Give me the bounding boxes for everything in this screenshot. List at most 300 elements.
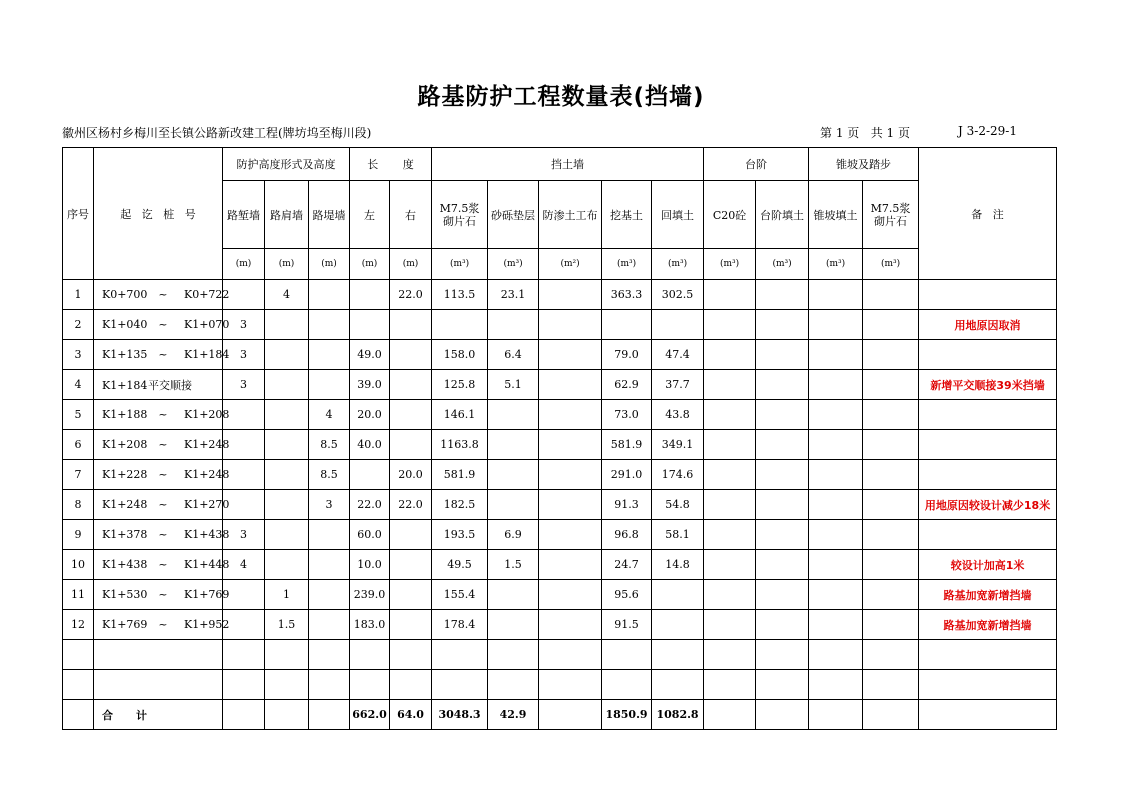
cell-geo <box>539 280 602 310</box>
station-range <box>94 280 230 310</box>
cell-c20 <box>704 520 756 550</box>
station-range <box>94 490 230 520</box>
station-from: K1+378 <box>102 528 148 541</box>
empty-cell <box>223 670 265 700</box>
cell-luti <box>309 370 350 400</box>
cell-cone <box>809 580 863 610</box>
empty-cell <box>704 640 756 670</box>
cell-m75b <box>863 460 919 490</box>
cell-m75: 178.4 <box>432 610 488 640</box>
empty-cell <box>863 640 919 670</box>
cell-m75: 125.8 <box>432 370 488 400</box>
header-seq: 序号 <box>63 148 94 280</box>
unit-cell: (m) <box>309 249 350 280</box>
header-excavation: 挖基土 <box>602 181 652 249</box>
cell-gravel <box>488 580 539 610</box>
station-sep: ~ <box>158 318 168 331</box>
cell-geo <box>539 430 602 460</box>
header-c20: C20砼 <box>704 181 756 249</box>
station-sep: ~ <box>158 468 168 481</box>
header-protection-group: 防护高度形式及高度 <box>223 148 350 181</box>
row-number: 7 <box>63 460 94 490</box>
remark-cell: 用地原因取消 <box>919 310 1057 340</box>
station-to: K1+438 <box>184 528 230 541</box>
cell-lujian_jian <box>265 340 309 370</box>
station-to: K1+184 <box>184 348 230 361</box>
empty-cell <box>350 670 390 700</box>
cell-c20 <box>704 310 756 340</box>
table-row <box>63 460 1057 490</box>
station-to: K1+248 <box>184 468 230 481</box>
header-m75-slope: M7.5浆砌片石 <box>863 181 919 249</box>
cell-c20 <box>704 460 756 490</box>
cell-left: 183.0 <box>350 610 390 640</box>
cell-lujian_jian <box>265 310 309 340</box>
unit-cell: (m³) <box>432 249 488 280</box>
cell-exc: 96.8 <box>602 520 652 550</box>
total-gravel: 42.9 <box>488 700 539 730</box>
cell-back: 58.1 <box>652 520 704 550</box>
quantity-table <box>62 147 1057 730</box>
total-excavation: 1850.9 <box>602 700 652 730</box>
empty-cell <box>863 700 919 730</box>
page-title: 路基防护工程数量表(挡墙) <box>417 84 705 110</box>
empty-cell <box>919 700 1057 730</box>
cell-m75b <box>863 340 919 370</box>
cell-step <box>756 490 809 520</box>
cell-left <box>350 460 390 490</box>
cell-right: 22.0 <box>390 490 432 520</box>
cell-c20 <box>704 490 756 520</box>
cell-lujian_jian <box>265 490 309 520</box>
cell-step <box>756 430 809 460</box>
cell-lujian_jian <box>265 370 309 400</box>
empty-cell <box>652 670 704 700</box>
cell-m75: 155.4 <box>432 580 488 610</box>
cell-right <box>390 610 432 640</box>
cell-left: 49.0 <box>350 340 390 370</box>
cell-luti <box>309 280 350 310</box>
unit-cell: (m²) <box>539 249 602 280</box>
cell-back <box>652 610 704 640</box>
cell-left: 22.0 <box>350 490 390 520</box>
station-range <box>94 340 230 370</box>
header-backfill: 回填土 <box>652 181 704 249</box>
station-from: K1+769 <box>102 618 148 631</box>
station-sep: ~ <box>158 288 168 301</box>
cell-right <box>390 520 432 550</box>
station-range <box>94 460 230 490</box>
cell-left: 60.0 <box>350 520 390 550</box>
station-sep: ~ <box>158 438 168 451</box>
header-right: 右 <box>390 181 432 249</box>
cell-gravel <box>488 400 539 430</box>
row-number: 2 <box>63 310 94 340</box>
remark-cell <box>919 460 1057 490</box>
cell-lujian: 3 <box>223 520 265 550</box>
cell-geo <box>539 460 602 490</box>
cell-back: 349.1 <box>652 430 704 460</box>
cell-geo <box>539 610 602 640</box>
cell-c20 <box>704 610 756 640</box>
cell-right <box>390 580 432 610</box>
cell-back <box>652 580 704 610</box>
cell-back: 47.4 <box>652 340 704 370</box>
cell-gravel: 23.1 <box>488 280 539 310</box>
cell-lujian_jian <box>265 460 309 490</box>
station-from: K1+135 <box>102 348 148 361</box>
cell-gravel: 5.1 <box>488 370 539 400</box>
cell-m75b <box>863 610 919 640</box>
cell-left: 20.0 <box>350 400 390 430</box>
cell-back <box>652 310 704 340</box>
cell-c20 <box>704 430 756 460</box>
cell-cone <box>809 400 863 430</box>
cell-cone <box>809 370 863 400</box>
cell-back: 14.8 <box>652 550 704 580</box>
cell-gravel: 1.5 <box>488 550 539 580</box>
station-to: K1+270 <box>184 498 230 511</box>
empty-cell <box>309 670 350 700</box>
cell-m75b <box>863 370 919 400</box>
cell-c20 <box>704 580 756 610</box>
cell-right <box>390 310 432 340</box>
station-range <box>94 520 230 550</box>
cell-luti <box>309 580 350 610</box>
cell-m75: 113.5 <box>432 280 488 310</box>
cell-lujian: 3 <box>223 370 265 400</box>
empty-cell <box>94 640 223 670</box>
station-from: K1+188 <box>102 408 148 421</box>
empty-cell <box>919 670 1057 700</box>
header-slope-group: 锥坡及踏步 <box>809 148 919 181</box>
header-lujian-jian: 路肩墙 <box>265 181 309 249</box>
empty-cell <box>390 670 432 700</box>
empty-cell <box>309 640 350 670</box>
station-from: K1+208 <box>102 438 148 451</box>
cell-m75b <box>863 520 919 550</box>
cell-luti <box>309 520 350 550</box>
header-cone-fill: 锥坡填土 <box>809 181 863 249</box>
remark-cell <box>919 430 1057 460</box>
cell-luti <box>309 550 350 580</box>
table-row <box>63 580 1057 610</box>
unit-cell: (m) <box>390 249 432 280</box>
table-row <box>63 370 1057 400</box>
cell-m75b <box>863 280 919 310</box>
cell-left: 39.0 <box>350 370 390 400</box>
cell-exc: 24.7 <box>602 550 652 580</box>
table-row <box>63 550 1057 580</box>
cell-gravel <box>488 610 539 640</box>
cell-gravel: 6.4 <box>488 340 539 370</box>
cell-left <box>350 310 390 340</box>
cell-cone <box>809 340 863 370</box>
total-backfill: 1082.8 <box>652 700 704 730</box>
unit-cell: (m³) <box>488 249 539 280</box>
cell-right: 20.0 <box>390 460 432 490</box>
cell-right <box>390 400 432 430</box>
table-row <box>63 280 1057 310</box>
station-to: K1+248 <box>184 438 230 451</box>
total-right: 64.0 <box>390 700 432 730</box>
remark-cell <box>919 520 1057 550</box>
total-left: 662.0 <box>350 700 390 730</box>
cell-m75b <box>863 550 919 580</box>
cell-exc: 62.9 <box>602 370 652 400</box>
empty-cell <box>756 700 809 730</box>
cell-cone <box>809 550 863 580</box>
empty-cell <box>863 670 919 700</box>
cell-gravel <box>488 430 539 460</box>
station-to: K1+070 <box>184 318 230 331</box>
table-row <box>63 520 1057 550</box>
cell-step <box>756 340 809 370</box>
empty-cell <box>223 640 265 670</box>
header-lujian: 路堑墙 <box>223 181 265 249</box>
station-from: K1+040 <box>102 318 148 331</box>
cell-geo <box>539 310 602 340</box>
station-from: K1+184 <box>102 378 148 392</box>
cell-cone <box>809 280 863 310</box>
cell-luti: 8.5 <box>309 430 350 460</box>
empty-cell <box>539 670 602 700</box>
header-gravel: 砂砾垫层 <box>488 181 539 249</box>
total-m75: 3048.3 <box>432 700 488 730</box>
unit-cell: (m³) <box>809 249 863 280</box>
cell-right <box>390 370 432 400</box>
drawing-code: J 3-2-29-1 <box>958 124 1017 138</box>
table-row <box>63 430 1057 460</box>
unit-cell: (m³) <box>602 249 652 280</box>
cell-cone <box>809 430 863 460</box>
project-name: 徽州区杨村乡梅川至长镇公路新改建工程(牌坊坞至梅川段) <box>62 126 372 140</box>
cell-lujian_jian <box>265 520 309 550</box>
empty-cell <box>809 640 863 670</box>
header-remark: 备 注 <box>919 148 1057 280</box>
station-to: K1+769 <box>184 588 230 601</box>
cell-exc <box>602 310 652 340</box>
header-geotextile: 防渗土工布 <box>539 181 602 249</box>
unit-cell: (m³) <box>704 249 756 280</box>
station-sep: ~ <box>158 588 168 601</box>
cell-cone <box>809 520 863 550</box>
unit-cell: (m³) <box>756 249 809 280</box>
remark-cell <box>919 400 1057 430</box>
cell-right <box>390 340 432 370</box>
cell-geo <box>539 520 602 550</box>
cell-cone <box>809 490 863 520</box>
cell-luti <box>309 340 350 370</box>
cell-right <box>390 430 432 460</box>
cell-m75: 158.0 <box>432 340 488 370</box>
station-from: K1+248 <box>102 498 148 511</box>
unit-cell: (m³) <box>652 249 704 280</box>
unit-cell: (m) <box>265 249 309 280</box>
empty-cell <box>756 640 809 670</box>
cell-step <box>756 610 809 640</box>
page-info: 第 1 页 共 1 页 <box>820 126 910 140</box>
cell-geo <box>539 370 602 400</box>
cell-c20 <box>704 370 756 400</box>
empty-cell <box>63 670 94 700</box>
empty-cell <box>94 670 223 700</box>
empty-cell <box>265 700 309 730</box>
cell-geo <box>539 400 602 430</box>
empty-cell <box>309 700 350 730</box>
cell-m75: 1163.8 <box>432 430 488 460</box>
row-number: 9 <box>63 520 94 550</box>
row-number: 5 <box>63 400 94 430</box>
cell-gravel <box>488 460 539 490</box>
header-left: 左 <box>350 181 390 249</box>
remark-cell: 路基加宽新增挡墙 <box>919 580 1057 610</box>
header-retaining-group: 挡土墙 <box>432 148 704 181</box>
empty-cell <box>652 640 704 670</box>
cell-step <box>756 550 809 580</box>
cell-exc: 79.0 <box>602 340 652 370</box>
cell-exc: 91.3 <box>602 490 652 520</box>
empty-cell <box>809 700 863 730</box>
cell-m75b <box>863 310 919 340</box>
empty-cell <box>539 640 602 670</box>
cell-m75: 182.5 <box>432 490 488 520</box>
cell-lujian_jian: 4 <box>265 280 309 310</box>
cell-lujian: 3 <box>223 310 265 340</box>
remark-cell: 较设计加高1米 <box>919 550 1057 580</box>
table-row <box>63 400 1057 430</box>
cell-exc: 73.0 <box>602 400 652 430</box>
cell-back: 302.5 <box>652 280 704 310</box>
empty-cell <box>756 670 809 700</box>
row-number: 3 <box>63 340 94 370</box>
cell-gravel <box>488 490 539 520</box>
cell-m75 <box>432 310 488 340</box>
cell-step <box>756 310 809 340</box>
cell-luti <box>309 610 350 640</box>
table-row <box>63 340 1057 370</box>
empty-cell <box>602 670 652 700</box>
row-number: 8 <box>63 490 94 520</box>
row-number: 10 <box>63 550 94 580</box>
cell-exc: 91.5 <box>602 610 652 640</box>
cell-exc: 581.9 <box>602 430 652 460</box>
header-station: 起 讫 桩 号 <box>94 148 223 280</box>
remark-cell <box>919 280 1057 310</box>
empty-cell <box>350 640 390 670</box>
cell-m75b <box>863 490 919 520</box>
cell-exc: 291.0 <box>602 460 652 490</box>
cell-lujian_jian <box>265 400 309 430</box>
cell-luti: 8.5 <box>309 460 350 490</box>
cell-m75b <box>863 430 919 460</box>
station-from: K0+700 <box>102 288 148 301</box>
station-sep: ~ <box>158 528 168 541</box>
empty-cell <box>63 700 94 730</box>
cell-luti: 3 <box>309 490 350 520</box>
unit-cell: (m) <box>350 249 390 280</box>
station-sep: ~ <box>158 498 168 511</box>
header-step-group: 台阶 <box>704 148 809 181</box>
station-range <box>94 580 230 610</box>
cell-m75b <box>863 400 919 430</box>
cell-left: 10.0 <box>350 550 390 580</box>
table-row <box>63 310 1057 340</box>
unit-cell: (m) <box>223 249 265 280</box>
cell-c20 <box>704 340 756 370</box>
empty-cell <box>539 700 602 730</box>
cell-step <box>756 370 809 400</box>
cell-geo <box>539 550 602 580</box>
cell-m75: 193.5 <box>432 520 488 550</box>
cell-geo <box>539 580 602 610</box>
station-range <box>94 430 230 460</box>
cell-back: 37.7 <box>652 370 704 400</box>
header-m75-masonry: M7.5浆砌片石 <box>432 181 488 249</box>
cell-gravel <box>488 310 539 340</box>
cell-left: 40.0 <box>350 430 390 460</box>
cell-step <box>756 520 809 550</box>
station-to: K0+722 <box>184 288 230 301</box>
row-number: 12 <box>63 610 94 640</box>
empty-cell <box>432 640 488 670</box>
station-sep: 平交顺接 <box>148 378 192 392</box>
station-sep: ~ <box>158 348 168 361</box>
header-step-fill: 台阶填土 <box>756 181 809 249</box>
station-range <box>94 550 230 580</box>
empty-cell <box>919 640 1057 670</box>
cell-m75b <box>863 580 919 610</box>
cell-geo <box>539 490 602 520</box>
cell-back: 43.8 <box>652 400 704 430</box>
cell-geo <box>539 340 602 370</box>
cell-exc: 95.6 <box>602 580 652 610</box>
remark-cell: 用地原因较设计减少18米 <box>919 490 1057 520</box>
cell-lujian_jian: 1 <box>265 580 309 610</box>
row-number: 11 <box>63 580 94 610</box>
header-luti: 路堤墙 <box>309 181 350 249</box>
station-range <box>94 400 230 430</box>
cell-right <box>390 550 432 580</box>
remark-cell: 路基加宽新增挡墙 <box>919 610 1057 640</box>
cell-right: 22.0 <box>390 280 432 310</box>
cell-back: 54.8 <box>652 490 704 520</box>
empty-row <box>63 640 1057 670</box>
cell-lujian_jian <box>265 550 309 580</box>
station-sep: ~ <box>158 408 168 421</box>
table-row <box>63 490 1057 520</box>
cell-cone <box>809 310 863 340</box>
station-to: K1+208 <box>184 408 230 421</box>
empty-cell <box>63 640 94 670</box>
station-from: K1+530 <box>102 588 148 601</box>
station-sep: ~ <box>158 618 168 631</box>
cell-c20 <box>704 400 756 430</box>
cell-m75: 581.9 <box>432 460 488 490</box>
cell-step <box>756 280 809 310</box>
station-from: K1+228 <box>102 468 148 481</box>
cell-lujian: 4 <box>223 550 265 580</box>
empty-cell <box>602 640 652 670</box>
cell-c20 <box>704 550 756 580</box>
cell-cone <box>809 610 863 640</box>
station-sep: ~ <box>158 558 168 571</box>
empty-cell <box>704 670 756 700</box>
empty-cell <box>488 640 539 670</box>
header-length-group: 长 度 <box>350 148 432 181</box>
empty-cell <box>488 670 539 700</box>
row-number: 4 <box>63 370 94 400</box>
